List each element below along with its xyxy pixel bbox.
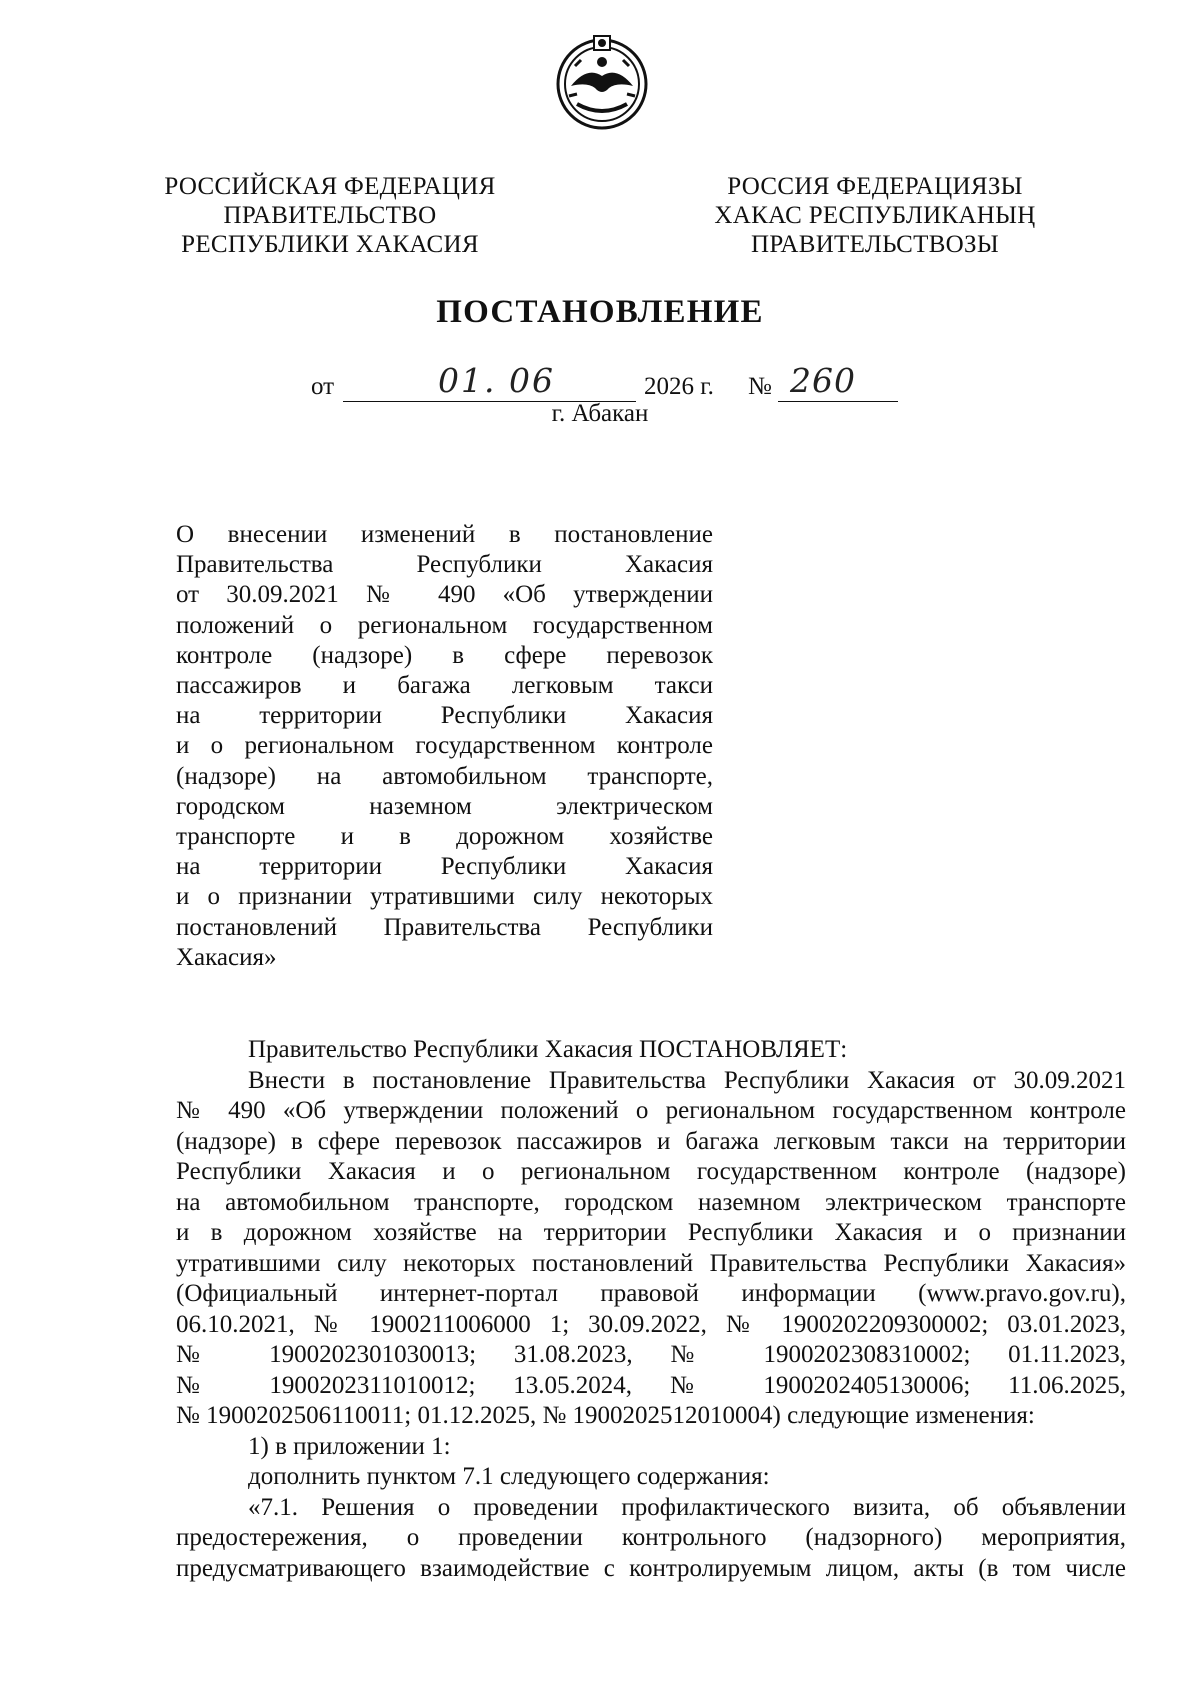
document-city: г. Абакан bbox=[551, 400, 649, 427]
body-line: № 1900202506110011; 01.12.2025, № 1900202512010004) следующие изменения: bbox=[176, 1402, 1035, 1429]
body-line: Внести в постановление Правительства Республики Хакасия от 30.09.2021 bbox=[248, 1066, 1126, 1094]
document-title: ПОСТАНОВЛЕНИЕ bbox=[436, 294, 764, 330]
body-line: № 490 «Об утверждении положений о региональном государственном контроле bbox=[176, 1097, 1126, 1124]
header-left-line: РЕСПУБЛИКИ ХАКАСИЯ bbox=[181, 231, 479, 258]
subject-line: О внесении изменений в постановление bbox=[176, 521, 713, 548]
header-right-block bbox=[690, 172, 1060, 259]
subject-line: Правительства Республики Хакасия bbox=[176, 551, 713, 579]
handwritten-number: 260 bbox=[790, 361, 856, 400]
subject-line: и о признании утратившими силу некоторых bbox=[176, 883, 713, 911]
subject-line: городском наземном электрическом bbox=[176, 792, 713, 820]
subject-line: пассажиров и багажа легковым такси bbox=[176, 672, 713, 700]
header-right-line: ПРАВИТЕЛЬСТВОЗЫ bbox=[751, 231, 999, 258]
subject-line: транспорте и в дорожном хозяйстве bbox=[176, 823, 713, 851]
subject-line: (надзоре) на автомобильном транспорте, bbox=[176, 762, 713, 790]
subject-line: и о региональном государственном контроле bbox=[176, 732, 713, 760]
subject-line: на территории Республики Хакасия bbox=[176, 853, 713, 881]
body-line: дополнить пунктом 7.1 следующего содержания: bbox=[248, 1463, 770, 1490]
number-prefix: № bbox=[748, 373, 772, 400]
handwritten-date: 01. 06 bbox=[438, 361, 555, 400]
subject-line: положений о региональном государственном bbox=[176, 611, 713, 639]
body-line: на автомобильном транспорте, городском наземном электрическом транспорте bbox=[176, 1188, 1126, 1216]
body-line: 1) в приложении 1: bbox=[248, 1432, 451, 1460]
header-right-line: ХАКАС РЕСПУБЛИКАНЫҢ bbox=[714, 202, 1036, 229]
subject-line: постановлений Правительства Республики bbox=[176, 913, 713, 941]
date-prefix: от bbox=[311, 373, 335, 400]
body-line: (надзоре) в сфере перевозок пассажиров и багажа легковым такси на территории bbox=[176, 1127, 1126, 1155]
header-right-line: РОССИЯ ФЕДЕРАЦИЯЗЫ bbox=[727, 173, 1023, 200]
body-line: (Официальный интернет-портал правовой информации (www.pravo.gov.ru), bbox=[176, 1280, 1126, 1307]
body-line: Республики Хакасия и о региональном государственном контроле (надзоре) bbox=[176, 1158, 1126, 1185]
subject-line: на территории Республики Хакасия bbox=[176, 702, 713, 730]
subject-line: Хакасия» bbox=[176, 943, 277, 971]
body-line: 06.10.2021, № 1900211006000 1; 30.09.2022, № 1900202209300002; 03.01.2023, bbox=[176, 1310, 1126, 1338]
header-left-line: ПРАВИТЕЛЬСТВО bbox=[223, 202, 437, 229]
body-line: Правительство Республики Хакасия ПОСТАНОВЛЯЕТ: bbox=[248, 1036, 848, 1063]
body-line: «7.1. Решения о проведении профилактического визита, об объявлении bbox=[248, 1493, 1126, 1521]
body-line: предусматривающего взаимодействие с контролируемым лицом, акты (в том числе bbox=[176, 1554, 1126, 1582]
subject-line: контроле (надзоре) в сфере перевозок bbox=[176, 641, 713, 669]
document-year: 2026 г. bbox=[644, 373, 714, 400]
header-left-line: РОССИЙСКАЯ ФЕДЕРАЦИЯ bbox=[164, 173, 496, 200]
date-number-line bbox=[0, 361, 1200, 405]
body-line: предостережения, о проведении контрольного (надзорного) мероприятия, bbox=[176, 1524, 1126, 1551]
subject-line: от 30.09.2021 № 490 «Об утверждении bbox=[176, 581, 713, 609]
coat-of-arms-emblem bbox=[547, 26, 657, 136]
header-left-block bbox=[150, 172, 510, 259]
body-line: и в дорожном хозяйстве на территории Республики Хакасия и о признании bbox=[176, 1219, 1126, 1246]
document-body bbox=[176, 1035, 1126, 1584]
body-line: утратившими силу некоторых постановлений Правительства Республики Хакасия» bbox=[176, 1249, 1126, 1277]
document-subject bbox=[176, 520, 713, 973]
body-line: № 1900202301030013; 31.08.2023, № 1900202308310002; 01.11.2023, bbox=[176, 1341, 1126, 1368]
body-line: № 1900202311010012; 13.05.2024, № 1900202405130006; 11.06.2025, bbox=[176, 1371, 1126, 1399]
